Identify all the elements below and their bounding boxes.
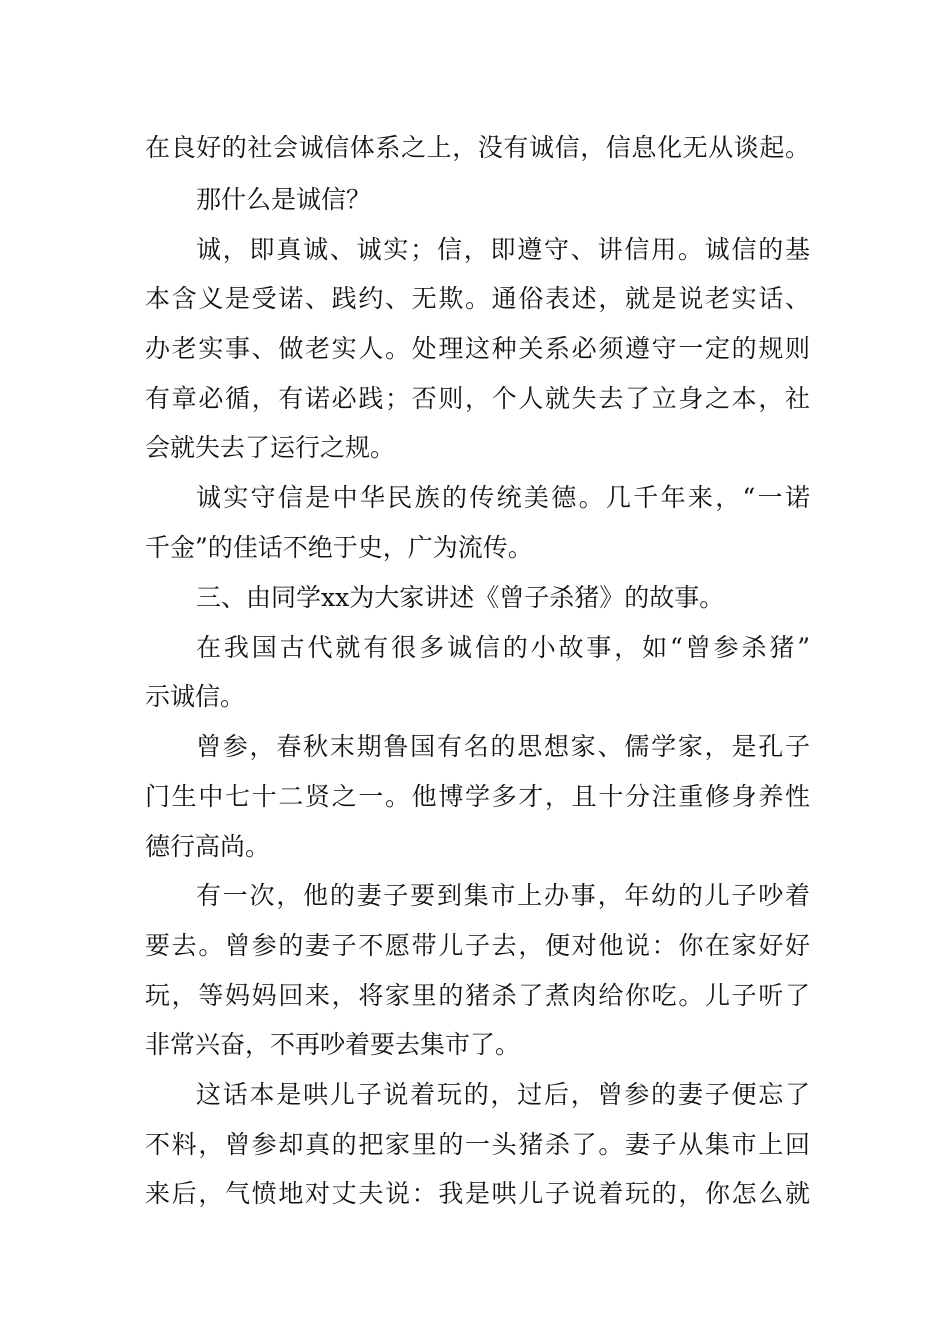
- text-line: 本含义是受诺、践约、无欺。通俗表述，就是说老实话、: [145, 284, 810, 313]
- text-line: 办老实事、做老实人。处理这种关系必须遵守一定的规则: [145, 334, 810, 363]
- text-line: 在良好的社会诚信体系之上，没有诚信，信息化无从谈起。: [145, 133, 810, 162]
- text-line: 诚实守信是中华民族的传统美德。几千年来，“一诺: [196, 483, 810, 512]
- text-line: 门生中七十二贤之一。他博学多才，且十分注重修身养性: [145, 782, 810, 811]
- text-line: 来后，气愤地对丈夫说：我是哄儿子说着玩的，你怎么就: [145, 1179, 810, 1208]
- text-line: 玩，等妈妈回来，将家里的猪杀了煮肉给你吃。儿子听了: [145, 981, 810, 1010]
- text-line: 不料，曾参却真的把家里的一头猪杀了。妻子从集市上回: [145, 1130, 810, 1159]
- text-line: 诚，即真诚、诚实；信，即遵守、讲信用。诚信的基: [196, 235, 810, 264]
- text-line: 那什么是诚信？: [196, 185, 372, 214]
- text-line: 这话本是哄儿子说着玩的，过后，曾参的妻子便忘了: [196, 1080, 810, 1109]
- text-line: 曾参，春秋末期鲁国有名的思想家、儒学家，是孔子: [196, 732, 810, 761]
- text-line: 千金”的佳话不绝于史，广为流传。: [145, 533, 533, 562]
- text-line: 德行高尚。: [145, 832, 271, 861]
- text-line: 示诚信。: [145, 682, 246, 711]
- text-line: 会就失去了运行之规。: [145, 433, 396, 462]
- text-line: 有一次，他的妻子要到集市上办事，年幼的儿子吵着: [196, 881, 810, 910]
- text-line: 有章必循，有诺必践；否则，个人就失去了立身之本，社: [145, 384, 810, 413]
- text-line: 非常兴奋，不再吵着要去集市了。: [145, 1030, 521, 1059]
- text-line: 三、由同学xx为大家讲述《曾子杀猪》的故事。: [196, 583, 725, 612]
- text-line: 在我国古代就有很多诚信的小故事，如“曾参杀猪”: [196, 633, 810, 662]
- text-line: 要去。曾参的妻子不愿带儿子去，便对他说：你在家好好: [145, 931, 810, 960]
